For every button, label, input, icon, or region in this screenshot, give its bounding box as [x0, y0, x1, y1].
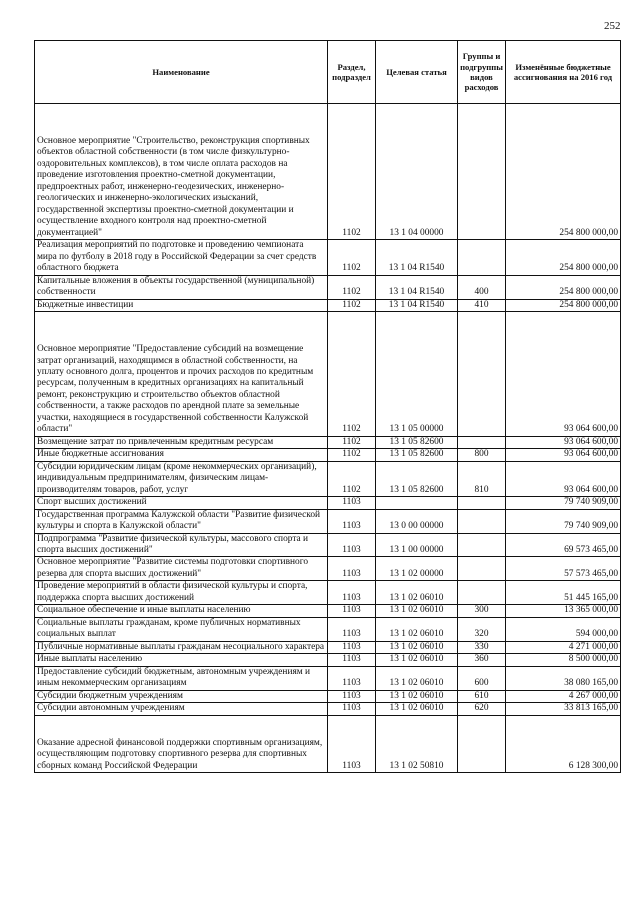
row-name: Социальное обеспечение и иные выплаты населению	[35, 605, 328, 617]
header-section: Раздел, подраздел	[328, 41, 376, 104]
table-row	[35, 641, 621, 653]
row-section: 1103	[328, 497, 376, 509]
row-name: Основное мероприятие "Развитие системы подготовки спортивного резерва для спорта высших достижений"	[35, 557, 328, 581]
row-section: 1103	[328, 641, 376, 653]
row-section: 1103	[328, 617, 376, 641]
table-row	[35, 690, 621, 702]
row-section: 1103	[328, 703, 376, 715]
row-amount: 93 064 600,00	[506, 436, 621, 448]
table-row	[35, 703, 621, 715]
row-target: 13 1 00 00000	[376, 533, 458, 557]
row-target: 13 1 04 R1540	[376, 240, 458, 275]
row-name: Реализация мероприятий по подготовке и проведению чемпионата мира по футболу в 2018 году в Российской Федерации за счет средств областного бюджета	[35, 240, 328, 275]
row-name: Основное мероприятие "Предоставление субсидий на возмещение затрат организаций, находящимся в областной собственности, на уплату основного долга, процентов и прочих расходов по кредитным ресурсам, полученным в кредитных организациях на капитальный ремонт, реконструкцию и строительство объектов областной собственности, а также расходов по арендной плате за земельные участки, находящиеся в государственной собственности Калужской области"	[35, 312, 328, 437]
row-group: 800	[458, 449, 506, 461]
row-target: 13 1 05 82600	[376, 461, 458, 496]
row-section: 1103	[328, 533, 376, 557]
row-target: 13 1 02 06010	[376, 581, 458, 605]
table-row	[35, 605, 621, 617]
row-amount: 33 813 165,00	[506, 703, 621, 715]
row-target: 13 1 02 00000	[376, 557, 458, 581]
row-amount: 69 573 465,00	[506, 533, 621, 557]
table-row	[35, 449, 621, 461]
row-target: 13 1 02 06010	[376, 617, 458, 641]
row-group	[458, 497, 506, 509]
row-group	[458, 104, 506, 240]
table-row	[35, 581, 621, 605]
row-name: Иные бюджетные ассигнования	[35, 449, 328, 461]
row-amount: 4 267 000,00	[506, 690, 621, 702]
row-group: 610	[458, 690, 506, 702]
table-row	[35, 275, 621, 299]
table-row	[35, 617, 621, 641]
row-target: 13 1 02 06010	[376, 654, 458, 666]
row-target: 13 1 04 R1540	[376, 275, 458, 299]
table-row	[35, 461, 621, 496]
row-section: 1102	[328, 461, 376, 496]
row-amount: 6 128 300,00	[506, 715, 621, 772]
row-section: 1102	[328, 449, 376, 461]
row-target: 13 1 04 00000	[376, 104, 458, 240]
row-group: 410	[458, 299, 506, 311]
row-name: Проведение мероприятий в области физической культуры и спорта, поддержка спорта высших достижений	[35, 581, 328, 605]
row-amount: 51 445 165,00	[506, 581, 621, 605]
row-amount: 38 080 165,00	[506, 666, 621, 690]
row-section: 1102	[328, 275, 376, 299]
row-target: 13 0 00 00000	[376, 509, 458, 533]
row-target: 13 1 02 06010	[376, 641, 458, 653]
row-name: Подпрограмма "Развитие физической культуры, массового спорта и спорта высших достижений"	[35, 533, 328, 557]
row-amount: 79 740 909,00	[506, 509, 621, 533]
table-row	[35, 104, 621, 240]
header-row	[35, 41, 621, 104]
row-amount: 93 064 600,00	[506, 449, 621, 461]
row-amount: 8 500 000,00	[506, 654, 621, 666]
table-row	[35, 436, 621, 448]
row-group	[458, 240, 506, 275]
row-name: Основное мероприятие "Строительство, реконструкция спортивных объектов областной собственности (в том числе физкультурно-оздоровительных комплексов), в том числе оплата расходов на проведение изготовления проектно-сметной документации, предпроектных работ, инженерно-геодезических, инженерно-геологических и инженерно-экологических изысканий, государственной экспертизы проектно-сметной документации и осуществление входного контроля над проектно-сметной документацией"	[35, 104, 328, 240]
row-name: Возмещение затрат по привлеченным кредитным ресурсам	[35, 436, 328, 448]
row-target	[376, 497, 458, 509]
row-section: 1102	[328, 104, 376, 240]
row-amount: 254 800 000,00	[506, 240, 621, 275]
row-group: 810	[458, 461, 506, 496]
table-row	[35, 240, 621, 275]
row-amount: 79 740 909,00	[506, 497, 621, 509]
row-name: Субсидии юридическим лицам (кроме некоммерческих организаций), индивидуальным предпринимателям, физическим лицам-производителям товаров, работ, услуг	[35, 461, 328, 496]
row-name: Спорт высших достижений	[35, 497, 328, 509]
table-row	[35, 533, 621, 557]
table-row	[35, 299, 621, 311]
row-target: 13 1 02 06010	[376, 703, 458, 715]
row-target: 13 1 02 50810	[376, 715, 458, 772]
table-row	[35, 666, 621, 690]
row-name: Публичные нормативные выплаты гражданам несоциального характера	[35, 641, 328, 653]
row-amount: 57 573 465,00	[506, 557, 621, 581]
row-group	[458, 533, 506, 557]
row-target: 13 1 02 06010	[376, 605, 458, 617]
row-section: 1103	[328, 690, 376, 702]
budget-table	[34, 40, 621, 773]
row-group: 360	[458, 654, 506, 666]
row-section: 1102	[328, 312, 376, 437]
row-name: Капитальные вложения в объекты государственной (муниципальной) собственности	[35, 275, 328, 299]
row-section: 1102	[328, 436, 376, 448]
row-name: Бюджетные инвестиции	[35, 299, 328, 311]
table-row	[35, 509, 621, 533]
row-amount: 93 064 600,00	[506, 461, 621, 496]
row-name: Социальные выплаты гражданам, кроме публичных нормативных социальных выплат	[35, 617, 328, 641]
row-section: 1102	[328, 240, 376, 275]
row-name: Субсидии бюджетным учреждениям	[35, 690, 328, 702]
row-amount: 93 064 600,00	[506, 312, 621, 437]
row-amount: 254 800 000,00	[506, 299, 621, 311]
header-group: Группы и подгруппы видов расходов	[458, 41, 506, 104]
row-target: 13 1 05 82600	[376, 449, 458, 461]
table-row	[35, 715, 621, 772]
row-amount: 4 271 000,00	[506, 641, 621, 653]
row-section: 1102	[328, 299, 376, 311]
header-name: Наименование	[35, 41, 328, 104]
page-number: 252	[604, 20, 621, 32]
row-group: 330	[458, 641, 506, 653]
table-row	[35, 312, 621, 437]
row-group: 320	[458, 617, 506, 641]
row-target: 13 1 02 06010	[376, 666, 458, 690]
row-group: 400	[458, 275, 506, 299]
row-group: 620	[458, 703, 506, 715]
row-section: 1103	[328, 581, 376, 605]
row-group	[458, 581, 506, 605]
row-section: 1103	[328, 654, 376, 666]
row-name: Иные выплаты населению	[35, 654, 328, 666]
row-group	[458, 715, 506, 772]
row-amount: 254 800 000,00	[506, 104, 621, 240]
header-target: Целевая статья	[376, 41, 458, 104]
row-target: 13 1 04 R1540	[376, 299, 458, 311]
table-row	[35, 557, 621, 581]
row-group	[458, 509, 506, 533]
row-name: Предоставление субсидий бюджетным, автономным учреждениям и иным некоммерческим организациям	[35, 666, 328, 690]
row-section: 1103	[328, 605, 376, 617]
row-section: 1103	[328, 509, 376, 533]
row-name: Оказание адресной финансовой поддержки спортивным организациям, осуществляющим подготовку спортивного резерва для спортивных сборных команд Российской Федерации	[35, 715, 328, 772]
row-target: 13 1 05 82600	[376, 436, 458, 448]
row-group	[458, 312, 506, 437]
row-group	[458, 557, 506, 581]
row-section: 1103	[328, 715, 376, 772]
row-amount: 594 000,00	[506, 617, 621, 641]
row-section: 1103	[328, 557, 376, 581]
row-amount: 254 800 000,00	[506, 275, 621, 299]
row-name: Субсидии автономным учреждениям	[35, 703, 328, 715]
row-group	[458, 436, 506, 448]
row-group: 600	[458, 666, 506, 690]
row-target: 13 1 05 00000	[376, 312, 458, 437]
header-amount: Изменённые бюджетные ассигнования на 2016 год	[506, 41, 621, 104]
row-target: 13 1 02 06010	[376, 690, 458, 702]
table-row	[35, 654, 621, 666]
row-section: 1103	[328, 666, 376, 690]
row-name: Государственная программа Калужской области "Развитие физической культуры и спорта в Калужской области"	[35, 509, 328, 533]
row-amount: 13 365 000,00	[506, 605, 621, 617]
table-row	[35, 497, 621, 509]
row-group: 300	[458, 605, 506, 617]
